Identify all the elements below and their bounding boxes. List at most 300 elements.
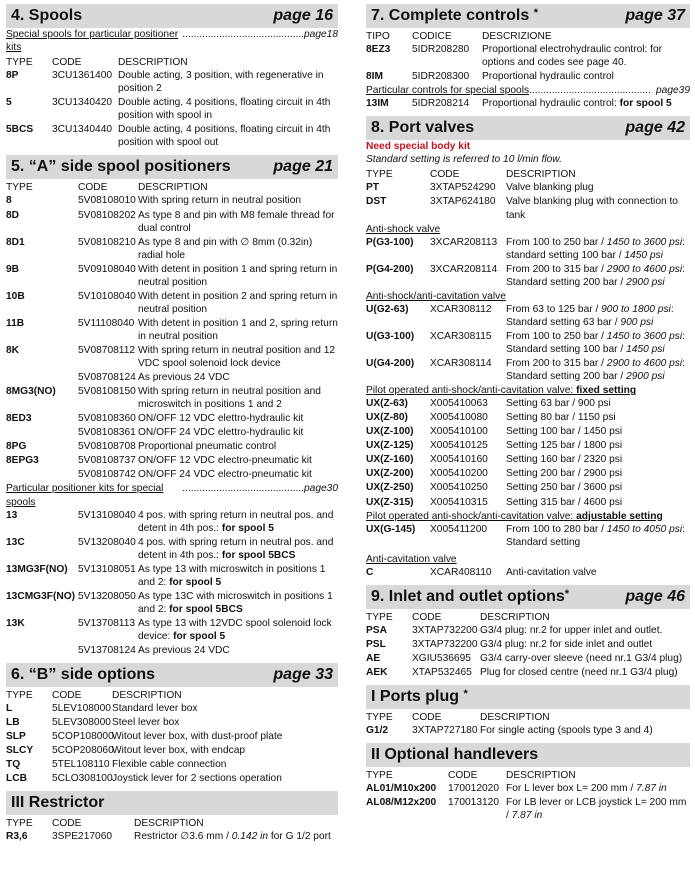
row-code: 5V08108210 xyxy=(78,236,136,248)
row-type: P(G4-200) xyxy=(366,263,414,275)
row-type: 11B xyxy=(6,317,25,329)
heading-text: Pilot operated anti-shock/anti-cavitation valve: xyxy=(366,385,577,397)
desc-text: for G 1/2 port xyxy=(268,831,331,843)
row-description xyxy=(506,303,690,329)
section-header xyxy=(366,743,690,767)
table-row xyxy=(366,330,690,356)
table-row xyxy=(366,666,690,679)
row-description: Setting 80 bar / 1150 psi xyxy=(506,412,616,424)
table-row xyxy=(366,638,690,651)
positioner-rows xyxy=(6,194,338,481)
col-description: DESCRIPTION xyxy=(138,182,208,194)
page-reference: page 37 xyxy=(625,6,685,24)
row-type: UX(Z-315) xyxy=(366,496,414,508)
row-description: Setting 100 bar / 1450 psi xyxy=(506,426,623,438)
table-row xyxy=(6,468,338,481)
row-code: 5V08108361 xyxy=(78,427,136,439)
row-description xyxy=(506,263,690,289)
row-code: 5V08108742 xyxy=(78,469,136,481)
asterisk: * xyxy=(564,587,570,600)
col-type: TYPE xyxy=(6,57,33,69)
desc-text: : Standard setting xyxy=(506,523,685,548)
table-row xyxy=(366,796,690,822)
row-type xyxy=(6,371,78,384)
row-description: With spring return in neutral position and microswitch in positions 1 and 2 xyxy=(138,386,321,411)
row-description xyxy=(506,330,690,356)
row-description: Joystick lever for 2 sections operation xyxy=(112,773,282,785)
desc-bold: for spool 5 xyxy=(173,630,226,642)
row-code: 3CU1361400 xyxy=(52,70,113,82)
row-description xyxy=(506,236,690,262)
col-description: DESCRIPTION xyxy=(480,611,550,623)
col-description: DESCRIPTION xyxy=(118,57,188,69)
table-row xyxy=(6,96,338,122)
table-row xyxy=(366,652,690,665)
table-row xyxy=(366,181,690,194)
desc-text: Proportional hydraulic control: xyxy=(482,98,620,110)
row-type: DST xyxy=(366,196,387,208)
section-title xyxy=(371,587,569,607)
section-title: 4. Spools xyxy=(11,6,83,24)
row-description: ON/OFF 12 VDC electro-pneumatic kit xyxy=(138,455,312,467)
row-type: PSL xyxy=(366,638,386,650)
desc-italic: 900 to 1800 psi xyxy=(601,303,671,315)
table-row xyxy=(366,782,690,795)
section-title: III Restrictor xyxy=(11,794,105,812)
row-description xyxy=(506,782,690,795)
row-code: 3SPE217060 xyxy=(52,831,113,843)
desc-text: Restrictor ∅3.6 mm / xyxy=(134,831,232,843)
row-description xyxy=(138,590,338,616)
row-type: 8ED3 xyxy=(6,413,32,425)
table-row xyxy=(6,123,338,149)
table-row xyxy=(6,772,338,785)
table-row xyxy=(366,43,690,69)
section-b-side-options xyxy=(6,663,338,785)
row-type: U(G2-63) xyxy=(366,303,409,315)
table-row xyxy=(6,563,338,589)
table-row xyxy=(6,412,338,425)
row-type: 8PG xyxy=(6,441,27,453)
section-header xyxy=(6,663,338,687)
row-type: AE xyxy=(366,652,381,664)
row-type: AEK xyxy=(366,666,388,678)
row-description xyxy=(138,536,338,562)
subheading-page: page39 xyxy=(656,85,690,97)
table-row xyxy=(6,644,338,657)
table-header xyxy=(366,711,690,724)
row-type: UX(Z-200) xyxy=(366,468,414,480)
subheading-page: page18 xyxy=(304,29,338,40)
table-row xyxy=(6,263,338,289)
row-code: 5V13708124 xyxy=(78,645,136,657)
desc-text: 4 pos. with spring return in neutral pos. and detent in 4th pos.: xyxy=(138,536,334,561)
table-row xyxy=(366,397,690,410)
desc-italic: 900 psi xyxy=(620,316,654,328)
table-row xyxy=(6,290,338,316)
row-description xyxy=(506,796,690,822)
row-code: 3CU1340440 xyxy=(52,124,113,136)
table-row xyxy=(6,454,338,467)
row-type: UX(Z-125) xyxy=(366,440,414,452)
row-code: 3XTAP524290 xyxy=(430,182,496,194)
page-reference: page 33 xyxy=(273,665,333,683)
desc-italic: 7.87 in xyxy=(636,783,667,795)
col-type: TYPE xyxy=(6,690,33,702)
subheading xyxy=(6,28,338,54)
row-code: XCAR308112 xyxy=(430,303,492,315)
table-row xyxy=(6,344,338,370)
row-code: 5V13108040 xyxy=(78,509,136,521)
table-row xyxy=(6,758,338,771)
table-row xyxy=(366,496,690,509)
row-description: ON/OFF 24 VDC elettro-hydraulic kit xyxy=(138,427,304,439)
row-code: 5IDR208214 xyxy=(412,98,470,110)
desc-italic: 2900 psi xyxy=(626,371,665,383)
desc-text: : Standard setting 100 bar / xyxy=(506,330,685,355)
row-type: 13C xyxy=(6,536,25,548)
row-code: 5V13208050 xyxy=(78,590,136,602)
row-description: Flexible cable connection xyxy=(112,759,227,771)
table-row xyxy=(366,467,690,480)
col-code: CODE xyxy=(412,712,442,724)
col-type: TIPO xyxy=(366,31,390,42)
row-description xyxy=(138,644,338,657)
section-title: 6. “B” side options xyxy=(11,665,156,683)
row-code: 5V13708113 xyxy=(78,617,136,629)
table-row xyxy=(366,439,690,452)
row-type: 8P xyxy=(6,70,19,82)
row-description: With detent in position 1 and spring return in neutral position xyxy=(138,263,338,288)
row-description xyxy=(138,509,338,535)
row-description xyxy=(482,97,690,110)
b-side-rows xyxy=(6,702,338,785)
table-row xyxy=(6,440,338,453)
row-description: Proportional pneumatic control xyxy=(138,441,277,453)
section-title: 5. “A” side spool positioners xyxy=(11,158,231,176)
row-description: Witout lever box, with dust-proof plate xyxy=(112,731,283,743)
row-description xyxy=(138,617,338,643)
desc-text: As previous 24 VDC xyxy=(138,645,230,657)
row-type: UX(G-145) xyxy=(366,523,416,535)
row-description: Double acting, 4 positions, floating circuit in 4th position with spool out xyxy=(118,124,331,149)
section-a-side-positioners xyxy=(6,155,338,657)
row-description: Setting 125 bar / 1800 psi xyxy=(506,440,623,452)
row-code: 5V08108010 xyxy=(78,195,136,207)
row-code: X005410125 xyxy=(430,440,488,452)
row-code: X005410100 xyxy=(430,426,488,438)
col-code: CODE xyxy=(412,611,442,623)
desc-text: For L lever box L= 200 mm / xyxy=(506,783,637,795)
table-row xyxy=(6,317,338,343)
section-header xyxy=(366,685,690,709)
table-row xyxy=(366,263,690,289)
row-code: 5V08108708 xyxy=(78,441,136,453)
row-code: X005410200 xyxy=(430,468,488,480)
row-type: PT xyxy=(366,182,380,194)
table-row xyxy=(366,97,690,110)
row-description: Setting 200 bar / 2900 psi xyxy=(506,468,623,480)
row-code: 5V08108737 xyxy=(78,455,136,467)
row-type: LB xyxy=(6,717,20,729)
anti-cavitation-heading: Anti-cavitation valve xyxy=(366,553,457,565)
table-row xyxy=(366,566,690,579)
row-type: 13 xyxy=(6,509,18,521)
leader-dots: ........................................... xyxy=(182,483,304,495)
desc-bold: for spool 5 xyxy=(221,522,274,534)
desc-text: As type 13 with 12VDC spool solenoid lock device: xyxy=(138,617,332,642)
section-restrictor xyxy=(6,791,338,843)
row-code: X005411200 xyxy=(430,523,488,535)
row-code: X005410160 xyxy=(430,454,488,466)
row-type: P(G3-100) xyxy=(366,236,414,248)
row-code: 5COP108000 xyxy=(52,731,114,743)
row-code: 5V08108360 xyxy=(78,413,136,425)
asterisk: * xyxy=(463,687,468,700)
subheading xyxy=(366,84,690,97)
row-code: XTAP532465 xyxy=(412,666,472,678)
page-reference: page 21 xyxy=(273,158,333,176)
section-complete-controls xyxy=(366,4,690,110)
row-type: SLCY xyxy=(6,745,34,757)
row-code: 170013120 xyxy=(448,797,499,809)
row-description: With detent in position 2 and spring return in neutral position xyxy=(138,290,338,315)
row-description: ON/OFF 12 VDC elettro-hydraulic kit xyxy=(138,413,304,425)
desc-text: For LB lever or LCB joystick L= 200 mm / xyxy=(506,797,687,822)
row-description: Valve blanking plug with connection to tank xyxy=(506,196,678,221)
desc-italic: 1450 psi xyxy=(624,249,663,261)
row-code: 3XCAR208114 xyxy=(430,263,498,275)
table-header xyxy=(366,611,690,624)
row-description: Witout lever box, with endcap xyxy=(112,745,246,757)
row-type: 10B xyxy=(6,290,25,302)
row-code: 5V13108051 xyxy=(78,563,136,575)
row-type: 13IM xyxy=(366,98,389,110)
col-code: CODE xyxy=(52,818,82,830)
desc-text: : Standard setting 200 bar / xyxy=(506,263,685,288)
row-description: Anti-cavitation valve xyxy=(506,566,597,578)
table-row xyxy=(366,453,690,466)
row-type xyxy=(6,644,78,657)
row-description xyxy=(506,357,690,383)
inlet-outlet-rows xyxy=(366,624,690,679)
row-code: 5LEV108000 xyxy=(52,703,111,715)
row-type: 13K xyxy=(6,617,25,629)
row-description: G3/4 carry-over sleeve (need nr.1 G3/4 plug) xyxy=(480,652,683,664)
row-code: XCAR408110 xyxy=(430,566,492,578)
special-body-note: Need special body kit xyxy=(366,141,471,153)
table-row xyxy=(6,744,338,757)
row-description: As type 8 and pin with ∅ 8mm (0.32in) radial hole xyxy=(138,236,313,261)
desc-bold: for spool 5 xyxy=(619,98,672,110)
row-type: PSA xyxy=(366,624,387,636)
desc-text: : Standard setting 200 bar / xyxy=(506,358,685,383)
title-text: 9. Inlet and outlet options xyxy=(371,587,565,605)
row-code: 5V08708112 xyxy=(78,344,136,356)
row-description: For single acting (spools type 3 and 4) xyxy=(480,725,653,737)
subheading-text: Particular positioner kits for special spools xyxy=(6,483,164,508)
special-positioner-rows xyxy=(6,509,338,658)
desc-text: From 200 to 315 bar / xyxy=(506,263,607,275)
section-title xyxy=(371,6,538,26)
row-type: TQ xyxy=(6,759,21,771)
table-row xyxy=(6,236,338,262)
leader-dots: ........................................... xyxy=(182,29,304,40)
row-code: 5CLO308100 xyxy=(52,773,113,785)
pilot-fixed-rows xyxy=(366,397,690,508)
row-type: G1/2 xyxy=(366,725,389,737)
table-row xyxy=(366,236,690,262)
table-row xyxy=(366,195,690,221)
row-code: 5TEL108110 xyxy=(52,759,110,771)
row-code: 3XTAP732200 xyxy=(412,624,478,636)
row-description: G3/4 plug: nr.2 for side inlet and outlet xyxy=(480,638,653,650)
col-code: CODE xyxy=(448,770,478,782)
table-header xyxy=(366,168,690,181)
desc-bold: for spool 5 xyxy=(169,576,222,588)
row-description: With spring return in neutral position and 12 VDC spool solenoid lock device xyxy=(138,344,336,370)
row-code: 5IDR208280 xyxy=(412,44,470,56)
section-title xyxy=(371,687,468,707)
section-header xyxy=(366,585,690,609)
desc-text: From 100 to 280 bar / xyxy=(506,523,607,535)
row-description: Steel lever box xyxy=(112,717,180,729)
section-spools xyxy=(6,4,338,149)
desc-italic: 1450 to 3600 psi xyxy=(606,330,683,342)
table-row xyxy=(6,371,338,384)
asterisk: * xyxy=(533,6,538,19)
row-type: L xyxy=(6,703,13,715)
row-description: Proportional hydraulic control xyxy=(482,71,614,83)
desc-bold: for spool 5BCS xyxy=(169,603,243,615)
row-description: Valve blanking plug xyxy=(506,182,594,194)
section-header xyxy=(6,4,338,28)
table-row xyxy=(6,426,338,439)
row-code: 5V11108040 xyxy=(78,317,135,329)
row-code: X005410080 xyxy=(430,412,488,424)
page-reference: page 42 xyxy=(625,119,685,137)
row-type: 13MG3F(NO) xyxy=(6,563,68,575)
row-type: UX(Z-63) xyxy=(366,398,408,410)
row-type: 8EPG3 xyxy=(6,455,39,467)
table-header xyxy=(366,769,690,782)
anti-shock-cavitation-heading: Anti-shock/anti-cavitation valve xyxy=(366,290,506,302)
row-description: With spring return in neutral position xyxy=(138,195,302,207)
row-description: Double acting, 3 position, with regenerative in position 2 xyxy=(118,70,324,95)
pilot-adjustable-heading xyxy=(366,510,690,523)
title-text: I Ports plug xyxy=(371,687,459,705)
row-code: XCAR308114 xyxy=(430,358,492,370)
desc-italic: 1450 to 4050 psi xyxy=(606,523,683,535)
col-code: CODE xyxy=(78,182,108,194)
row-type: UX(Z-80) xyxy=(366,412,408,424)
row-code: 170012020 xyxy=(448,783,499,795)
table-row xyxy=(366,411,690,424)
table-row xyxy=(6,69,338,95)
table-row xyxy=(6,617,338,643)
table-header xyxy=(6,56,338,69)
row-type: C xyxy=(366,566,374,578)
col-description: DESCRIPTION xyxy=(112,690,182,702)
subheading-text: Special spools for particular positioner kits xyxy=(6,29,179,54)
desc-bold: for spool 5BCS xyxy=(221,549,296,561)
row-description: Proportional electrohydraulic control: for options and codes see page 40. xyxy=(482,44,663,69)
table-row xyxy=(6,209,338,235)
heading-bold: fixed setting xyxy=(576,385,637,397)
row-type: AL08/M12x200 xyxy=(366,797,437,809)
title-text: 7. Complete controls xyxy=(371,6,530,24)
col-description: DESCRIPTION xyxy=(506,169,576,181)
row-code: XCAR308115 xyxy=(430,330,492,342)
table-row xyxy=(6,590,338,616)
section-header xyxy=(366,116,690,140)
col-type: TYPE xyxy=(366,611,393,623)
row-description xyxy=(506,523,690,549)
row-description: Standard lever box xyxy=(112,703,198,715)
row-description: As previous 24 VDC xyxy=(138,372,230,384)
table-row xyxy=(366,724,690,737)
table-header xyxy=(6,181,338,194)
table-row xyxy=(6,194,338,207)
row-code: 5COP208060 xyxy=(52,745,114,757)
right-column xyxy=(366,4,690,828)
row-type: 8D xyxy=(6,209,20,221)
desc-italic: 0.142 in xyxy=(231,831,269,843)
col-type: TYPE xyxy=(6,182,33,194)
desc-italic: 2900 to 4600 psi xyxy=(606,263,683,275)
row-description: Double acting, 4 positions, floating circuit in 4th position with spool in xyxy=(118,97,331,122)
col-code: CODE xyxy=(52,690,82,702)
row-type xyxy=(6,468,78,481)
row-type: UX(Z-100) xyxy=(366,426,414,438)
heading-text: Pilot operated anti-shock/anti-cavitation valve: xyxy=(366,510,577,522)
table-row xyxy=(6,716,338,729)
table-row xyxy=(366,357,690,383)
row-code: 5V10108040 xyxy=(78,290,136,302)
row-description: With detent in position 1 and 2, spring return in neutral position xyxy=(138,317,338,342)
table-row xyxy=(6,509,338,535)
desc-text: As type 13 with microswitch in positions 1 and 2: xyxy=(138,563,326,588)
row-code: 5V08108202 xyxy=(78,209,136,221)
row-code: 5LEV308000 xyxy=(52,717,111,729)
table-row xyxy=(366,303,690,329)
desc-text: From 100 to 250 bar / xyxy=(506,330,607,342)
row-code: 3CU1340420 xyxy=(52,97,113,109)
row-type xyxy=(6,426,78,439)
col-type: TYPE xyxy=(6,818,33,830)
table-row xyxy=(6,730,338,743)
row-type: 13CMG3F(NO) xyxy=(6,590,76,602)
col-description: DESCRIZIONE xyxy=(482,31,552,42)
table-header xyxy=(6,689,338,702)
row-type: 8D1 xyxy=(6,236,25,248)
row-type: 8 xyxy=(6,195,12,207)
col-code: CODICE xyxy=(412,31,452,42)
section-title: II Optional handlevers xyxy=(371,745,539,763)
row-description: Setting 315 bar / 4600 psi xyxy=(506,496,623,508)
left-column xyxy=(6,4,338,849)
section-port-valves xyxy=(366,116,690,579)
table-row xyxy=(366,624,690,637)
heading-bold: adjustable setting xyxy=(576,510,663,522)
row-type: U(G4-200) xyxy=(366,358,415,370)
row-type: 8IM xyxy=(366,71,383,83)
desc-italic: 2900 to 4600 psi xyxy=(606,358,683,370)
subheading xyxy=(6,482,338,508)
pilot-fixed-heading xyxy=(366,384,690,397)
table-header xyxy=(366,30,690,43)
section-header xyxy=(6,791,338,815)
